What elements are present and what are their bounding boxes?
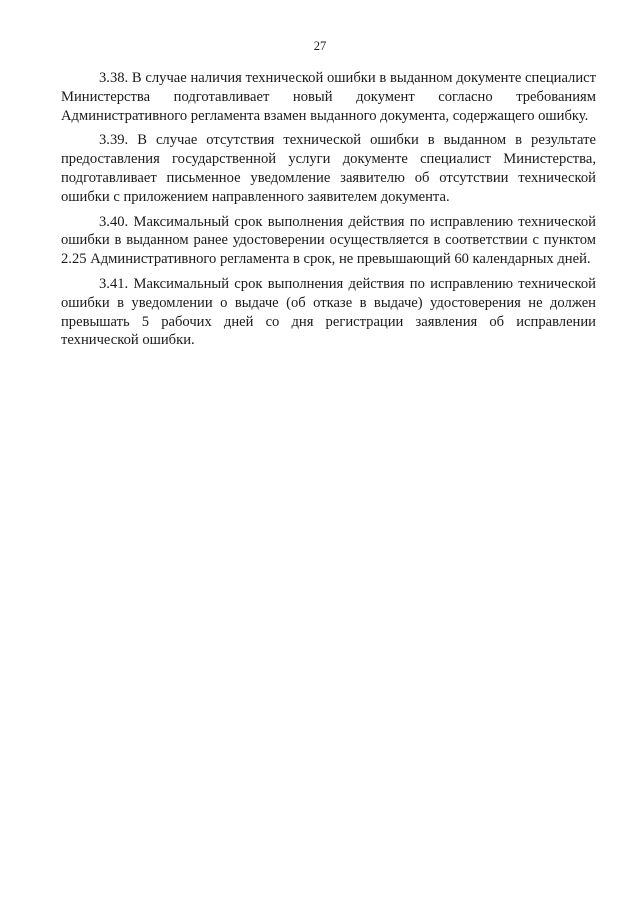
document-body — [61, 69, 596, 356]
page-number: 27 — [313, 39, 327, 53]
paragraph-3-39: 3.39. В случае отсутствия технической ошибки в выданном в результате предоставления государственной услуги документе специалист Министерства, подготавливает письменное уведомление заявителю об отсутствии технической ошибки с приложением направленного заявителем документа. — [61, 132, 596, 205]
paragraph-3-38: 3.38. В случае наличия технической ошибки в выданном документе специалист Министерства подготавливает новый документ согласно требованиям Административного регламента взамен выданного документа, содержащего ошибку. — [61, 70, 596, 124]
paragraph-3-41: 3.41. Максимальный срок выполнения действия по исправлению технической ошибки в уведомлении о выдаче (об отказе в выдаче) удостоверения не должен превышать 5 рабочих дней со дня регистрации заявления об исправлении технической ошибки. — [61, 275, 596, 349]
paragraph-3-40: 3.40. Максимальный срок выполнения действия по исправлению технической ошибки в выданном ранее удостоверении осуществляется в соответствии с пунктом 2.25 Административного регламента в срок, не превышающий 60 календарных дней. — [61, 213, 596, 268]
